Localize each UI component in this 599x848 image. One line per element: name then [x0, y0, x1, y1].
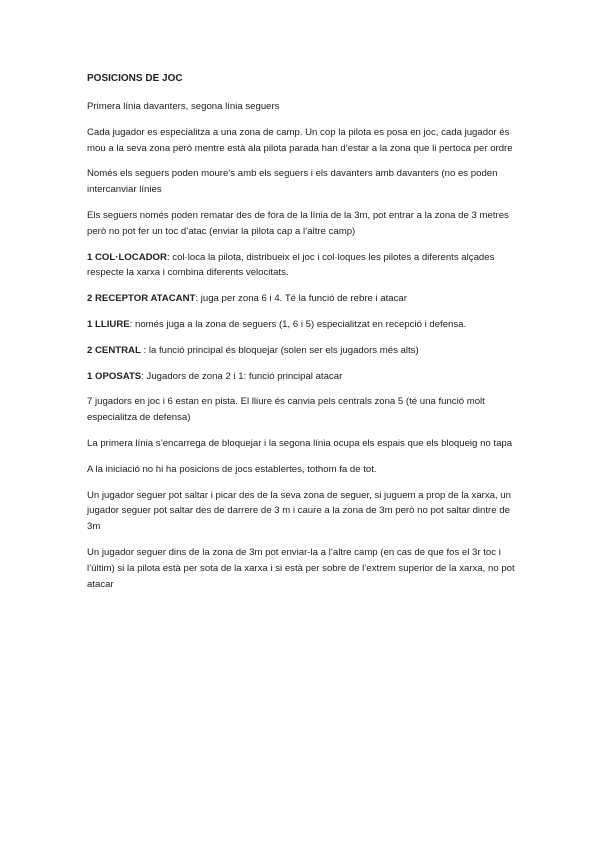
- position-paragraph: [87, 369, 519, 385]
- paragraph: [87, 394, 519, 426]
- position-paragraph: [87, 317, 519, 333]
- paragraph: [87, 99, 519, 115]
- paragraph: [87, 545, 519, 592]
- paragraph: [87, 436, 519, 452]
- page-title: POSICIONS DE JOC: [87, 73, 183, 84]
- paragraph: [87, 166, 519, 198]
- paragraph: [87, 208, 519, 240]
- paragraph: [87, 488, 519, 535]
- position-label: 1 OPOSATS: [87, 370, 142, 382]
- paragraph-text: La primera línia s’encarrega de bloquejar i la segona línia ocupa els espais que els bloqueig no tapa: [87, 437, 513, 449]
- position-paragraph: [87, 250, 519, 282]
- position-paragraph: [87, 291, 519, 307]
- position-label: 2 RECEPTOR ATACANT: [87, 293, 196, 305]
- paragraph-text: Primera línia davanters, segona línia seguers: [87, 101, 280, 112]
- position-paragraph: [87, 343, 519, 359]
- paragraph-text: Els seguers només poden rematar des de fora de la línia de la 3m, pot entrar a la zona de 3 metres però no pot fer un toc d’atac (enviar la pilota cap a l’altre camp): [87, 209, 509, 237]
- position-description: : Jugadors de zona 2 i 1: funció principal atacar: [141, 370, 343, 382]
- position-description: : col·loca la pilota, distribueix el joc i col·loques les pilotes a diferents alçades respecte la xarxa i combina diferents velocitats.: [87, 251, 495, 279]
- paragraph: [87, 462, 519, 478]
- paragraph-text: Cada jugador es especialitza a una zona de camp. Un cop la pilota es posa en joc, cada jugador és mou a la seva zona però mentre està ala pilota parada han d’estar a la zona que li pertoca per ordre: [87, 126, 513, 154]
- position-description: : juga per zona 6 i 4. Té la funció de rebre i atacar: [195, 293, 407, 305]
- position-description: : la funció principal és bloquejar (solen ser els jugadors més alts): [140, 344, 419, 356]
- paragraph-text: 7 jugadors en joc i 6 estan en pista. El lliure és canvia pels centrals zona 5 (té una funció molt especialitza de defensa): [87, 396, 485, 424]
- paragraph-text: Un jugador seguer dins de la zona de 3m pot enviar-la a l’altre camp (en cas de que fos el 3r toc i l’últim) si la pilota està per sota de la xarxa i si està per sobre de l’extrem superior de la xarxa, no pot atacar: [87, 546, 515, 590]
- paragraph: [87, 125, 519, 157]
- position-label: 2 CENTRAL: [87, 344, 141, 356]
- position-label: 1 COL·LOCADOR: [87, 251, 167, 263]
- paragraph-text: Només els seguers poden moure’s amb els seguers i els davanters amb davanters (no es poden intercanviar línies: [87, 168, 498, 196]
- position-description: : només juga a la zona de seguers (1, 6 i 5) especialitzat en recepció i defensa.: [129, 318, 467, 330]
- position-label: 1 LLIURE: [87, 318, 130, 330]
- paragraph-text: A la iniciació no hi ha posicions de jocs establertes, tothom fa de tot.: [87, 463, 377, 475]
- paragraph-text: Un jugador seguer pot saltar i picar des de la seva zona de seguer, si juguem a prop de la xarxa, un jugador seguer pot saltar des de darrere de 3 m i caure a la zona de 3m però no pot saltar dintre de 3m: [87, 489, 511, 533]
